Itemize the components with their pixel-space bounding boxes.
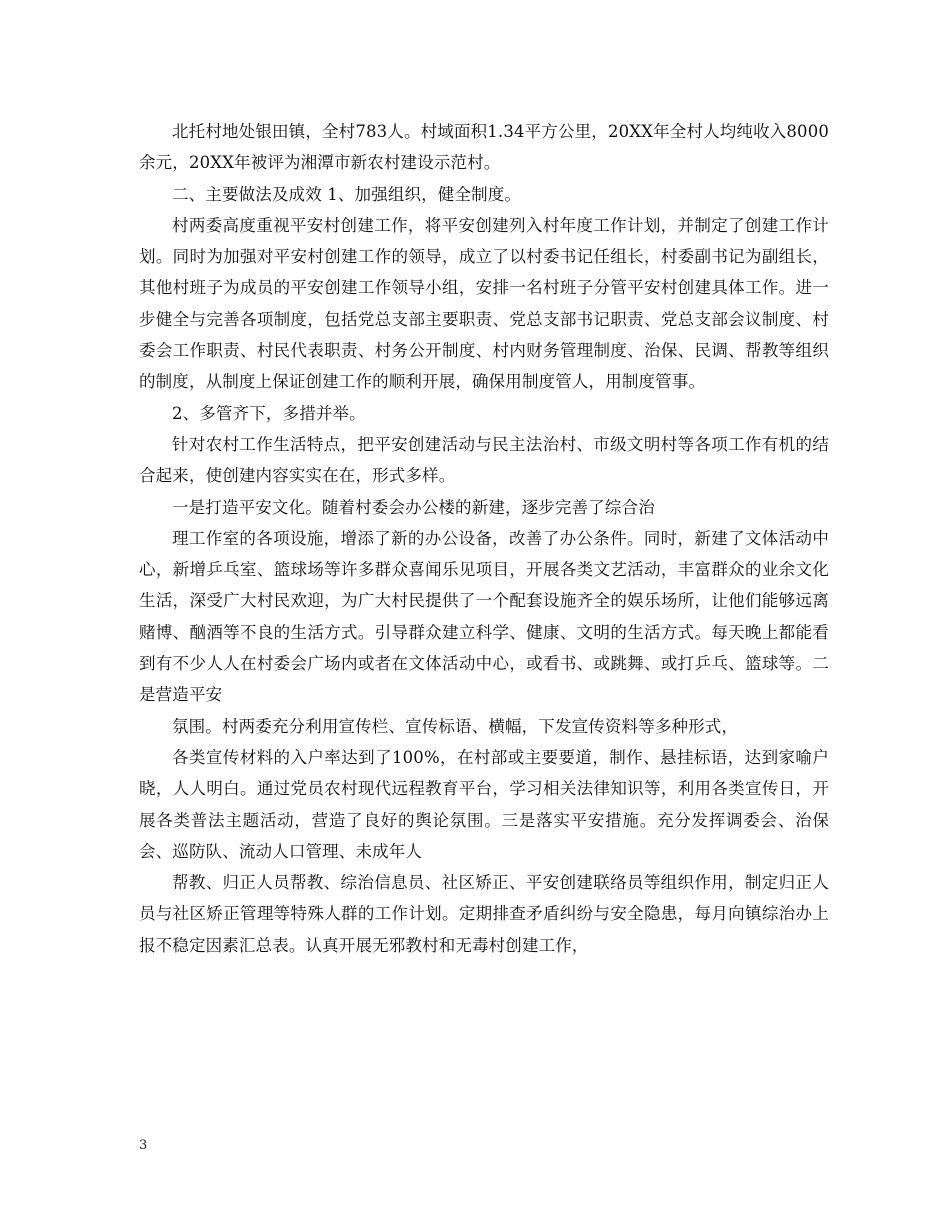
- paragraph-subheading-measures: 2、多管齐下，多措并举。: [172, 403, 366, 423]
- paragraph-publicity-measures: 各类宣传材料的入户率达到了100%，在村部或主要要道，制作、悬挂标语，达到家喻户晓，人人明白。通过党员农村现代远程教育平台，学习相关法律知识等，利用各类宣传日，开展各类普法主题活动，营造了良好的舆论氛围。三是落实平安措施。充分发挥调委会、治保会、巡防队、流动人口管理、未成年人: [139, 747, 829, 861]
- paragraph-safety-culture-intro: 一是打造平安文化。随着村委会办公楼的新建，逐步完善了综合治: [172, 497, 655, 517]
- paragraph-section-heading-methods: 二、主要做法及成效 1、加强组织，健全制度。: [172, 184, 522, 204]
- paragraph-work-characteristics: 针对农村工作生活特点，把平安创建活动与民主法治村、市级文明村等各项工作有机的结合起来，使创建内容实实在在，形式多样。: [139, 434, 829, 486]
- paragraph-facilities-activities: 理工作室的各项设施，增添了新的办公设备，改善了办公条件。同时，新建了文体活动中心，新增乒乓室、篮球场等许多群众喜闻乐见项目，开展各类文艺活动，丰富群众的业余文化生活，深受广大村民欢迎，为广大村民提供了一个配套设施齐全的娱乐场所，让他们能够远离赌博、酗酒等不良的生活方式。引导群众建立科学、健康、文明的生活方式。每天晚上都能看到有不少人人在村委会广场内或者在文体活动中心，或看书、或跳舞、或打乒乓、篮球等。二是营造平安: [139, 528, 829, 705]
- paragraph-organization-system: 村两委高度重视平安村创建工作，将平安创建列入村年度工作计划，并制定了创建工作计划。同时为加强对平安村创建工作的领导，成立了以村委书记任组长，村委副书记为副组长，其他村班子为成员的平安创建工作领导小组，安排一名村班子分管平安村创建具体工作。进一步健全与完善各项制度，包括党总支部主要职责、党总支部书记职责、党总支部会议制度、村委会工作职责、村民代表职责、村务公开制度、村内财务管理制度、治保、民调、帮教等组织的制度，从制度上保证创建工作的顺利开展，确保用制度管人，用制度管事。: [139, 215, 829, 392]
- body-text: [139, 116, 829, 961]
- page-number: 3: [139, 1138, 148, 1153]
- paragraph-atmosphere: 氛围。村两委充分利用宣传栏、宣传标语、横幅，下发宣传资料等多种形式，: [172, 716, 739, 736]
- paragraph-assistance-work: 帮教、归正人员帮教、综治信息员、社区矫正、平安创建联络员等组织作用，制定归正人员与社区矫正管理等特殊人群的工作计划。定期排查矛盾纠纷与安全隐患，每月向镇综治办上报不稳定因素汇总表。认真开展无邪教村和无毒村创建工作，: [139, 873, 829, 955]
- paragraph-village-overview: 北托村地处银田镇，全村783人。村域面积1.34平方公里，20XX年全村人均纯收入8000余元，20XX年被评为湘潭市新农村建设示范村。: [139, 122, 829, 173]
